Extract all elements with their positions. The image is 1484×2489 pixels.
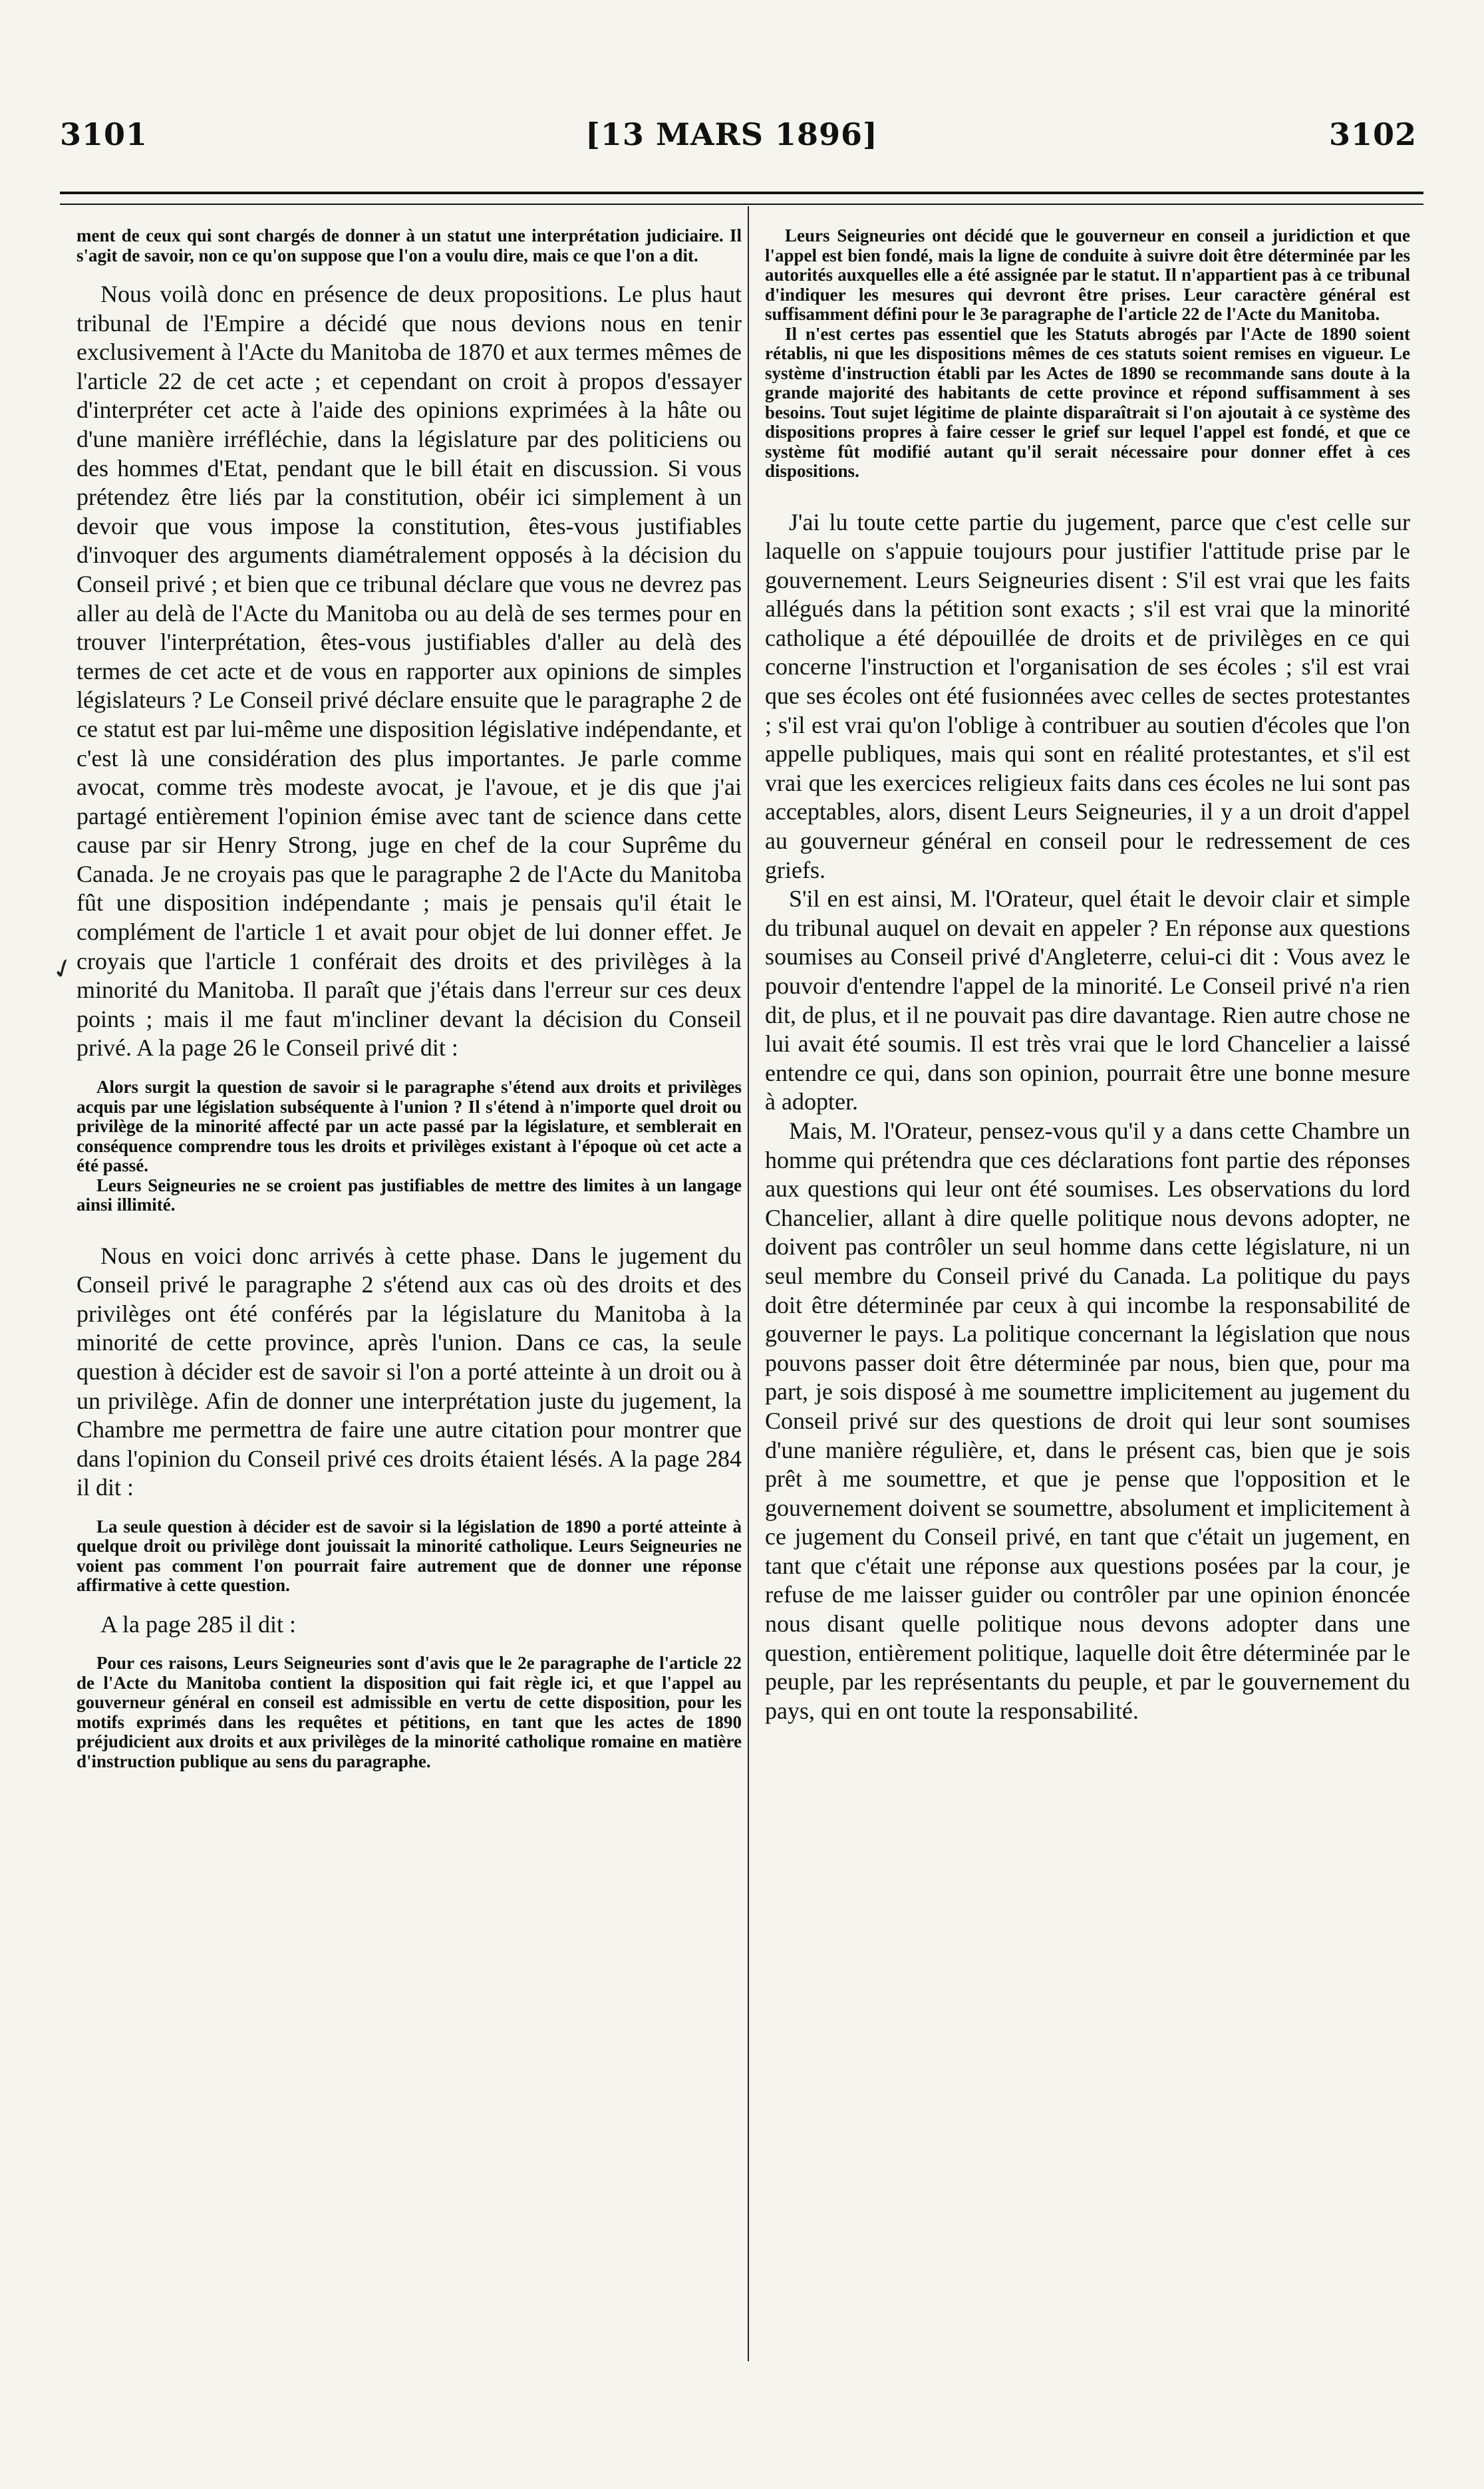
header-rule-thick [60,192,1423,194]
page-number-right: 3102 [1328,116,1417,152]
right-column [765,226,1410,1725]
page-header [40,116,1423,163]
quote-block: Il n'est certes pas essentiel que les Statuts abrogés par l'Acte de 1890 soient rétablis, ni que les dispositions mêmes de ces statuts soient remises en vigueur. Le système d'instruction établi par les Actes de 1890 se recommande sans doute à la grande majorité des habitants de cette province et répond suffisamment à ses besoins. Tout sujet légitime de plainte disparaîtrait si l'on ajoutait à ce système des dispositions propres à faire cesser le grief sur lequel l'appel est fondé, et que ce système fût modifié autant qu'il serait nécessaire pour donner effet à ces dispositions. [765,323,1410,481]
quote-block: La seule question à décider est de savoir si la législation de 1890 a porté atteinte à quelque droit ou privilège dont jouissait la minorité catholique. Leurs Seigneuries ne voient pas comment l'on pourrait faire autrement que de donner une réponse affirmative à cette question. [76,1516,742,1596]
quote-block: Alors surgit la question de savoir si le paragraphe s'étend aux droits et privilèges acquis par une législation subséquente à l'union ? Il s'étend à n'importe quel droit ou privilège de la minorité affecté par un acte passé par la législature, et semblerait en conséquence comprendre tous les droits et privilèges existant à l'époque où cet acte a été passé. [76,1077,742,1176]
paragraph: Nous en voici donc arrivés à cette phase. Dans le jugement du Conseil privé le paragraphe 2 s'étend aux cas où des droits et des privilèges ont été conférés par la législature du Manitoba à la minorité de cette province, après l'union. Dans ce cas, la seule question à décider est de savoir si l'on a porté atteinte à un droit ou à un privilège. Afin de donner une interprétation juste du jugement, la Chambre me permettra de faire une autre citation pour montrer que dans l'opinion du Conseil privé ces droits étaient lésés. A la page 284 il dit : [76,1242,742,1501]
quote-block: Pour ces raisons, Leurs Seigneuries sont d'avis que le 2e paragraphe de l'article 22 de l'Acte du Manitoba contient la disposition qui fait règle ici, et que l'appel au gouverneur général en conseil est admissible en vertu de cette disposition, pour les motifs exprimés dans les requêtes et pétitions, en tant que les actes de 1890 préjudicient aux droits et aux privilèges de la minorité catholique romaine en matière d'instruction publique au sens du paragraphe. [76,1653,742,1771]
paragraph: Nous voilà donc en présence de deux propositions. Le plus haut tribunal de l'Empire a décidé que nous devions nous en tenir exclusivement à l'Acte du Manitoba de 1870 et aux termes mêmes de l'article 22 de cet acte ; et cependant on croit à propos d'essayer d'interpréter cet acte à l'aide des opinions exprimées à la hâte ou d'une manière irréfléchie, dans la législature par des politiciens ou des hommes d'Etat, pendant que le bill était en discussion. Si vous prétendez être liés par la constitution, obéir ici simplement à un devoir que vous impose la constitution, êtes-vous justifiables d'invoquer des arguments diamétralement opposés à la décision du Conseil privé ; et bien que ce tribunal déclare que vous ne devrez pas aller au delà de l'Acte du Manitoba ou au delà de ses termes pour en trouver l'interprétation, êtes-vous justifiables d'aller au delà des termes de cet acte et de vous en rapporter aux opinions de simples législateurs ? Le Conseil privé déclare ensuite que le paragraphe 2 de ce statut est par lui-même une disposition législative indépendante, et c'est là une considération des plus importantes. Je parle comme avocat, comme très modeste avocat, je l'avoue, et je dis que j'ai partagé entièrement l'opinion émise avec tant de science dans cette cause par sir Henry Strong, juge en chef de la cour Suprême du Canada. Je ne croyais pas que le paragraphe 2 de l'Acte du Manitoba fût une disposition indépendante ; mais je pensais qu'il était le complément de l'article 1 et avait pour objet de lui donner effet. Je croyais que l'article 1 conférait des droits et des privilèges à la minorité du Manitoba. Il paraît que j'étais dans l'erreur sur ces deux points ; mais il me faut m'incliner devant la décision du Conseil privé. A la page 26 le Conseil privé dit : [76,281,742,1062]
paragraph: Mais, M. l'Orateur, pensez-vous qu'il y a dans cette Chambre un homme qui prétendra que ces déclarations font partie des réponses aux questions qui leur ont été soumises. Les observations du lord Chancelier, allant à dire quelle politique nous devons adopter, ne doivent pas contrôler un seul homme dans cette législature, ni un seul membre du Conseil privé du Canada. La politique du pays doit être déterminée par ceux à qui incombe la responsabilité de gouverner le pays. La politique concernant la législation que nous pouvons passer doit être déterminée par nous, bien que, pour ma part, je sois disposé à me soumettre implicitement au jugement du Conseil privé sur des questions de droit qui leur sont soumises d'une manière régulière, et, dans le présent cas, bien que je sois prêt à me soumettre, et que je pense que l'opposition et le gouvernement doivent se soumettre, absolument et implicitement à ce jugement du Conseil privé, en tant que c'était un jugement, en tant que c'était une réponse aux questions posées par la cour, je refuse de me laisser guider ou contrôler par une opinion énoncée nous disant quelle politique nous devons adopter dans une question, entièrement politique, laquelle doit être déterminée par le peuple, par les représentants du peuple, et par le gouvernement du pays, qui en ont toute la responsabilité. [765,1117,1410,1724]
paragraph: A la page 285 il dit : [100,1610,296,1638]
quote-continuation: ment de ceux qui sont chargés de donner à un statut une interprétation judiciaire. Il s'agit de savoir, non ce qu'on suppose que l'on a voulu dire, mais ce que l'on a dit. [76,225,742,265]
page-date: [13 MARS 1896] [585,116,878,152]
header-rule-thin [60,204,1423,205]
quote-block: Leurs Seigneuries ont décidé que le gouverneur en conseil a juridiction et que l'appel est bien fondé, mais la ligne de conduite à suivre doit être déterminée par les autorités auxquelles elle a été assignée par le statut. Il n'appartient pas à ce tribunal d'indiquer les mesures qui devront être prises. Leur caractère général est suffisamment défini pour le 3e paragraphe de l'article 22 de l'Acte du Manitoba. [765,225,1410,324]
margin-mark: ✓ [47,951,79,988]
paragraph: J'ai lu toute cette partie du jugement, parce que c'est celle sur laquelle on s'appuie toujours pour justifier l'attitude prise par le gouvernement. Leurs Seigneuries disent : S'il est vrai que les faits allégués dans la pétition sont exacts ; s'il est vrai que la minorité catholique a été dépouillée de droits et de privilèges en ce qui concerne l'instruction et l'organisation de ses écoles ; s'il est vrai que ses écoles ont été fusionnées avec celles de sectes protestantes ; s'il est vrai qu'on l'oblige à contribuer au soutien d'écoles que l'on appelle publiques, mais qui sont en réalité protestantes, et s'il est vrai que les exercices religieux faits dans ces écoles ne lui sont pas acceptables, alors, disent Leurs Seigneuries, il y a un droit d'appel au gouverneur général en conseil pour le redressement de ces griefs. [765,508,1410,883]
quote-block: Leurs Seigneuries ne se croient pas justifiables de mettre des limites à un langage ainsi illimité. [76,1175,742,1215]
paragraph: S'il en est ainsi, M. l'Orateur, quel était le devoir clair et simple du tribunal auquel on devait en appeler ? En réponse aux questions soumises au Conseil privé d'Angleterre, celui-ci dit : Vous avez le pouvoir d'entendre l'appel de la minorité. Le Conseil privé n'a rien dit, de plus, et il ne pouvait pas dire davantage. Rien autre chose ne lui avait été soumis. Il est très vrai que le lord Chancelier a laissé entendre ce qui, dans son opinion, pourrait être une bonne mesure à adopter. [765,885,1410,1115]
left-column [76,226,742,1771]
column-separator [748,206,749,2361]
page-number-left: 3101 [60,116,148,152]
